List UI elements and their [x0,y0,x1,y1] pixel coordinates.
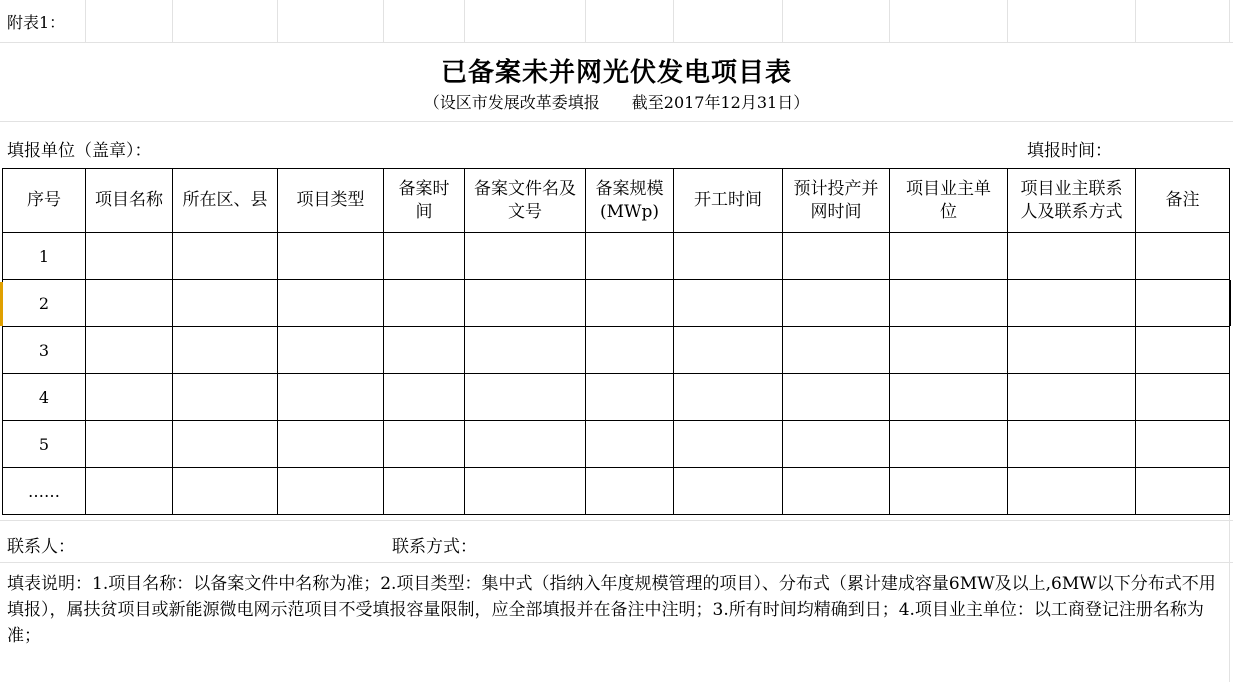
table-cell[interactable] [586,233,674,280]
table-cell[interactable] [86,374,173,421]
table-cell[interactable] [783,374,890,421]
header-start-time[interactable]: 开工时间 [674,169,783,233]
header-record-time[interactable] [384,169,465,233]
table-cell[interactable] [278,327,384,374]
contact-person-label: 联系人： [7,537,75,557]
row-index-cell[interactable]: 4 [3,374,86,421]
table-cell[interactable] [173,421,278,468]
table-cell[interactable] [465,233,586,280]
table-cell[interactable] [674,327,783,374]
table-cell[interactable] [384,280,465,327]
grid-line [889,0,890,42]
grid-line [1229,0,1230,42]
row-index-cell[interactable]: 2 [3,280,86,327]
table-cell[interactable] [1136,468,1230,515]
table-cell[interactable] [783,468,890,515]
grid-line [585,0,586,42]
cell-selection-edge [1229,280,1231,326]
table-cell[interactable] [586,374,674,421]
grid-line [172,0,173,42]
table-row [3,374,1230,421]
table-cell[interactable] [890,327,1008,374]
grid-line [673,0,674,42]
table-row [3,233,1230,280]
grid-line [464,0,465,42]
table-cell[interactable] [890,233,1008,280]
table-cell[interactable] [465,374,586,421]
header-record-doc[interactable] [465,169,586,233]
header-expected-time[interactable] [783,169,890,233]
table-cell[interactable] [890,374,1008,421]
header-line: 间 [415,201,433,222]
table-cell[interactable] [1008,374,1136,421]
grid-line [782,0,783,42]
table-cell[interactable] [173,468,278,515]
table-cell[interactable] [586,421,674,468]
header-line: 网时间 [810,201,862,222]
header-line: 备案时 [398,178,450,199]
header-line: 备案规模 [595,178,664,199]
header-project-type[interactable]: 项目类型 [278,169,384,233]
table-cell[interactable] [674,374,783,421]
table-header-row [3,169,1230,233]
table-cell[interactable] [586,280,674,327]
table-cell[interactable] [1008,468,1136,515]
table-cell[interactable] [890,421,1008,468]
table-cell[interactable] [384,374,465,421]
table-row [3,421,1230,468]
grid-line [1007,0,1008,42]
row-index-cell[interactable]: 5 [3,421,86,468]
table-cell[interactable] [465,468,586,515]
table-row [3,468,1230,515]
table-cell[interactable] [1136,233,1230,280]
header-remark[interactable]: 备注 [1136,169,1230,233]
table-cell[interactable] [1136,327,1230,374]
table-cell[interactable] [384,421,465,468]
fill-unit-label: 填报单位（盖章）： [7,141,152,161]
table-cell[interactable] [586,468,674,515]
header-line: 文号 [508,201,542,222]
grid-line [0,121,1233,122]
table-row [3,280,1230,327]
table-cell[interactable] [783,233,890,280]
table-cell[interactable] [465,327,586,374]
grid-line [1229,514,1230,682]
table-cell[interactable] [278,468,384,515]
table-cell[interactable] [1008,280,1136,327]
header-line: 项目业主单 [906,178,991,199]
table-cell[interactable] [173,280,278,327]
table-cell[interactable] [86,421,173,468]
table-cell[interactable] [1136,374,1230,421]
table-cell[interactable] [783,280,890,327]
table-cell[interactable] [278,233,384,280]
grid-line [277,0,278,42]
table-cell[interactable] [586,327,674,374]
table-cell[interactable] [465,280,586,327]
table-cell[interactable] [278,374,384,421]
grid-line [0,520,1233,521]
page-title: 已备案未并网光伏发电项目表 [440,58,792,88]
fill-instructions: 填表说明：1.项目名称：以备案文件中名称为准；2.项目类型：集中式（指纳入年度规模管理的项目）、分布式（累计建成容量6MW及以上,6MW以下分布式不用填报），属扶贫项目或新能源微电网示范项目不受填报容量限制，应全部填报并在备注中注明；3.所有时间均精确到日；4.项目业主单位：以工商登记注册名称为准； [7,574,1216,646]
table-cell[interactable] [674,233,783,280]
table-cell[interactable] [1008,327,1136,374]
grid-line [0,42,1233,43]
page-subtitle: （设区市发展改革委填报 截至2017年12月31日） [423,93,810,112]
table-cell[interactable] [173,374,278,421]
table-cell[interactable] [783,327,890,374]
table-cell[interactable] [1008,421,1136,468]
grid-line [383,0,384,42]
header-line: 预计投产并 [793,178,879,199]
project-table [2,168,1230,515]
header-line: 人及联系方式 [1020,201,1123,222]
table-cell[interactable] [86,468,173,515]
table-cell[interactable] [173,233,278,280]
table-cell[interactable] [86,233,173,280]
table-cell[interactable] [278,280,384,327]
table-cell[interactable] [674,468,783,515]
table-cell[interactable] [674,280,783,327]
header-owner[interactable] [890,169,1008,233]
attachment-label: 附表1： [7,13,66,32]
table-cell[interactable] [1008,233,1136,280]
table-cell[interactable] [384,327,465,374]
header-seq[interactable]: 序号 [3,169,86,233]
table-cell[interactable] [890,468,1008,515]
header-line: 项目业主联系 [1020,178,1123,199]
row-selection-marker [0,282,3,326]
table-cell[interactable] [173,327,278,374]
header-owner-contact[interactable] [1008,169,1136,233]
table-cell[interactable] [465,421,586,468]
table-cell[interactable] [674,421,783,468]
header-line: 备案文件名及 [474,178,576,199]
row-index-cell[interactable]: 3 [3,327,86,374]
table-cell[interactable] [278,421,384,468]
table-row [3,327,1230,374]
table-cell[interactable] [890,280,1008,327]
header-record-scale[interactable] [586,169,674,233]
header-district[interactable]: 所在区、县 [173,169,278,233]
table-cell[interactable] [384,233,465,280]
grid-line [0,562,1233,563]
row-index-cell[interactable]: 1 [3,233,86,280]
table-cell[interactable] [86,327,173,374]
row-index-cell[interactable]: …… [3,468,86,515]
table-cell[interactable] [86,280,173,327]
table-cell[interactable] [1136,280,1230,327]
header-project-name[interactable]: 项目名称 [86,169,173,233]
header-line: (MWp) [599,201,660,222]
contact-way-label: 联系方式： [392,537,477,557]
grid-line [1135,0,1136,42]
grid-line [85,0,86,42]
header-line: 位 [940,201,957,222]
fill-time-label: 填报时间： [1027,141,1112,161]
table-cell[interactable] [384,468,465,515]
table-cell[interactable] [1136,421,1230,468]
table-cell[interactable] [783,421,890,468]
